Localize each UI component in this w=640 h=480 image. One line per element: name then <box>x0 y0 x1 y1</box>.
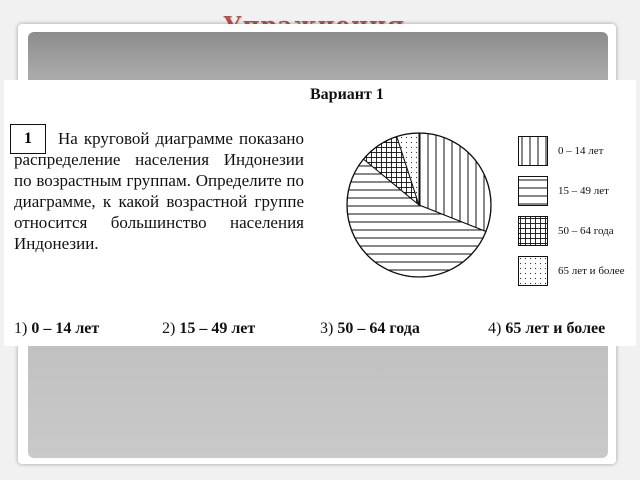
answer-text: 0 – 14 лет <box>31 320 100 337</box>
answer-option-3[interactable] <box>320 320 420 338</box>
legend-swatch-vertical-lines <box>518 136 548 166</box>
answer-number: 2) <box>162 320 176 337</box>
legend-swatch-dots <box>518 256 548 286</box>
legend-swatch-grid <box>518 216 548 246</box>
variant-heading: Вариант 1 <box>310 86 384 103</box>
legend-label: 65 лет и более <box>558 265 625 277</box>
legend-label: 15 – 49 лет <box>558 185 609 197</box>
legend-label: 50 – 64 года <box>558 225 614 237</box>
answer-number: 4) <box>488 320 502 337</box>
answer-option-4[interactable] <box>488 320 605 338</box>
answer-text: 15 – 49 лет <box>179 320 256 337</box>
answer-number: 3) <box>320 320 334 337</box>
legend-label: 0 – 14 лет <box>558 145 604 157</box>
answer-options <box>14 320 634 342</box>
answer-text: 50 – 64 года <box>337 320 420 337</box>
answer-option-2[interactable] <box>162 320 255 338</box>
answer-option-1[interactable] <box>14 320 99 338</box>
legend-swatch-horizontal-lines <box>518 176 548 206</box>
task-card <box>4 80 636 346</box>
task-number-box: 1 <box>10 124 46 154</box>
answer-number: 1) <box>14 320 28 337</box>
question-text: На круговой диаграмме показано распределение населения Индонезии по возрастным группам. Определите по диаграмме, к какой возрастной группе относится большинство населения Индонезии. <box>14 129 304 253</box>
answer-text: 65 лет и более <box>505 320 606 337</box>
pie-chart <box>344 130 494 280</box>
